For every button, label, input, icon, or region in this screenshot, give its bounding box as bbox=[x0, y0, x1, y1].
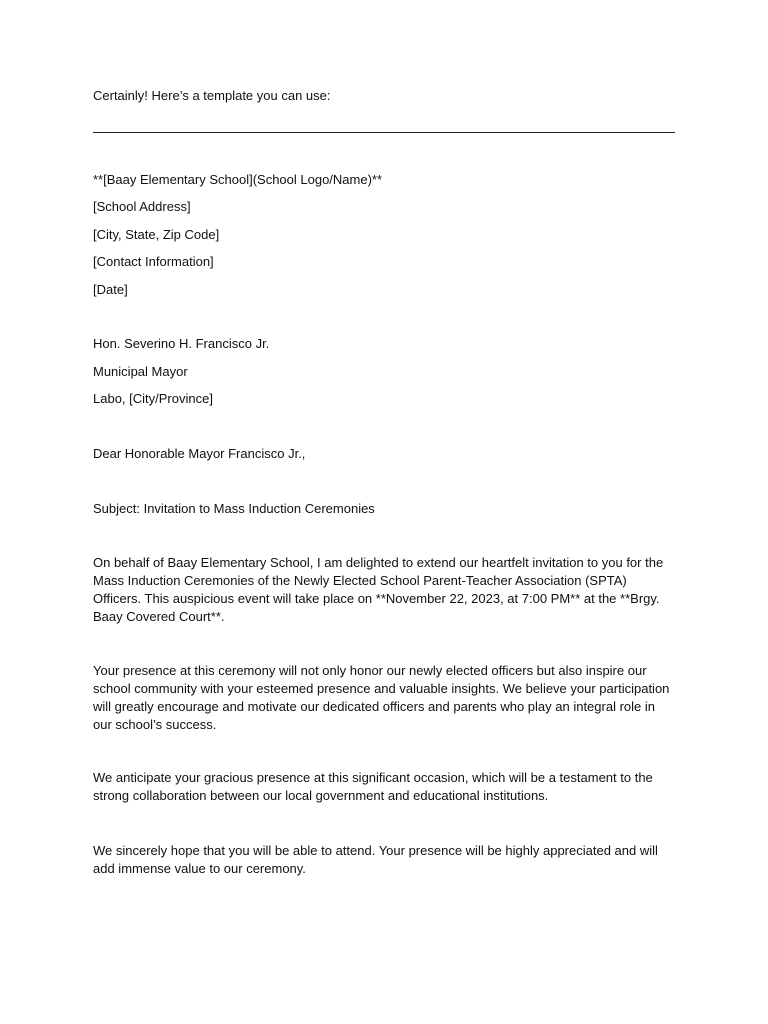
school-name-line: **[Baay Elementary School](School Logo/Name)** bbox=[93, 172, 383, 187]
divider bbox=[93, 132, 675, 133]
body-paragraph: On behalf of Baay Elementary School, I am delighted to extend our heartfelt invitation to you for the Mass Induction Ceremonies of the Newly Elected School Parent-Teacher Association (SPTA) Officers. This auspicious event will take place on **November 22, 2023, at 7:00 PM** at the **Brgy. Baay Covered Court**. bbox=[93, 555, 664, 624]
body-paragraph: Your presence at this ceremony will not only honor our newly elected officers but also inspire our school community with your esteemed presence and valuable insights. We believe your participation will greatly encourage and motivate our dedicated officers and parents who play an integral role in our school’s success. bbox=[93, 663, 670, 732]
school-address: [School Address] bbox=[93, 199, 191, 214]
body-paragraph: We anticipate your gracious presence at this significant occasion, which will be a testament to the strong collaboration between our local government and educational institutions. bbox=[93, 770, 653, 803]
subject-line: Subject: Invitation to Mass Induction Ceremonies bbox=[93, 501, 375, 516]
letter-date: [Date] bbox=[93, 282, 128, 297]
contact-information: [Contact Information] bbox=[93, 254, 214, 269]
salutation: Dear Honorable Mayor Francisco Jr., bbox=[93, 446, 306, 461]
recipient-title: Municipal Mayor bbox=[93, 364, 188, 379]
body-paragraph: We sincerely hope that you will be able to attend. Your presence will be highly appreciated and will add immense value to our ceremony. bbox=[93, 843, 658, 876]
intro-text: Certainly! Here’s a template you can use: bbox=[93, 88, 331, 103]
recipient-location: Labo, [City/Province] bbox=[93, 391, 213, 406]
recipient-name: Hon. Severino H. Francisco Jr. bbox=[93, 336, 270, 351]
city-state-zip: [City, State, Zip Code] bbox=[93, 227, 220, 242]
